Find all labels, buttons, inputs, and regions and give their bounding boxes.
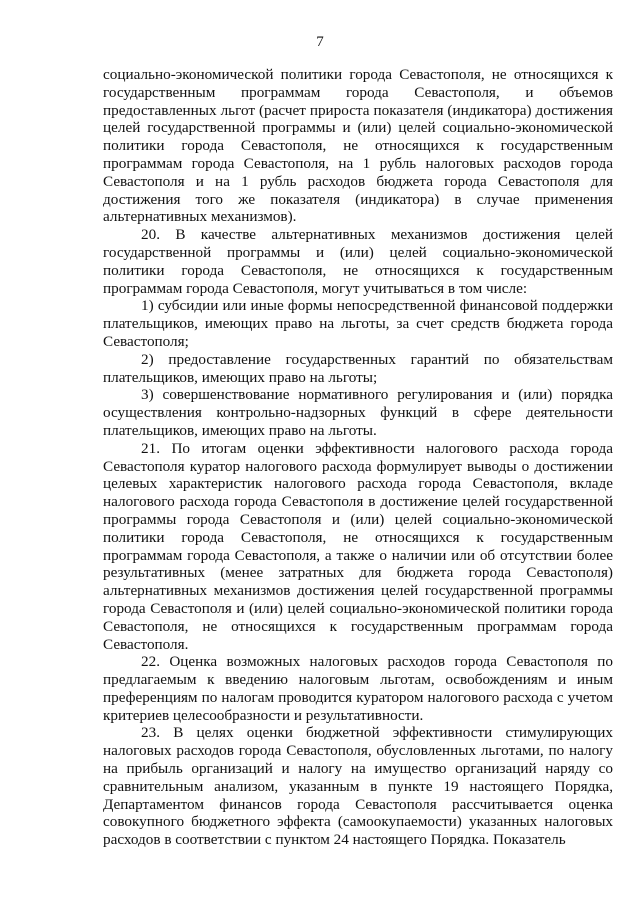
paragraph-20: 20. В качестве альтернативных механизмов достижения целей государственной программы и (или) целей социально-экономической политики города Севастополя, не относящихся к государственным программам города Севастополя, могут учитываться в том числе:: [103, 226, 613, 297]
paragraph-21: 21. По итогам оценки эффективности налогового расхода города Севастополя куратор налогового расхода формулирует выводы о достижении целевых характеристик налогового расхода города Севастополя, вкладе налогового расхода города Севастополя в достижение целей государственной программы города Севастополя и (или) целей социально-экономической политики города Севастополя, не относящихся к государственным программам города Севастополя, а также о наличии или об отсутствии более результативных (менее затратных для бюджета города Севастополя) альтернативных механизмов достижения целей государственной программы города Севастополя и (или) целей социально-экономической политики города Севастополя, не относящихся к государственным программам города Севастополя.: [103, 439, 613, 653]
list-item-2: 2) предоставление государственных гарантий по обязательствам плательщиков, имеющих право на льготы;: [103, 350, 613, 386]
list-item-1: 1) субсидии или иные формы непосредственной финансовой поддержки плательщиков, имеющих право на льготы, за счет средств бюджета города Севастополя;: [103, 297, 613, 350]
document-body: [103, 66, 613, 849]
paragraph-22: 22. Оценка возможных налоговых расходов города Севастополя по предлагаемым к введению налоговым льготам, освобождениям и иным преференциям по налогам проводится куратором налогового расхода с учетом критериев целесообразности и результативности.: [103, 653, 613, 724]
paragraph-23: 23. В целях оценки бюджетной эффективности стимулирующих налоговых расходов города Севастополя, обусловленных льготами, по налогу на прибыль организаций и налогу на имущество организаций наряду со сравнительным анализом, указанным в пункте 19 настоящего Порядка, Департаментом финансов города Севастополя рассчитывается оценка совокупного бюджетного эффекта (самоокупаемости) указанных налоговых расходов в соответствии с пунктом 24 настоящего Порядка. Показатель: [103, 724, 613, 849]
list-item-3: 3) совершенствование нормативного регулирования и (или) порядка осуществления контрольно-надзорных функций в сфере деятельности плательщиков, имеющих право на льготы.: [103, 386, 613, 439]
page-number: 7: [316, 34, 324, 50]
paragraph-continuation: социально-экономической политики города Севастополя, не относящихся к государственным программам города Севастополя, и объемов предоставленных льгот (расчет прироста показателя (индикатора) достижения целей государственной программы и (или) целей социально-экономической политики города Севастополя, не относящихся к государственным программам города Севастополя, на 1 рубль налоговых расходов города Севастополя и на 1 рубль расходов бюджета города Севастополя для достижения того же показателя (индикатора) в случае применения альтернативных механизмов).: [103, 66, 613, 226]
